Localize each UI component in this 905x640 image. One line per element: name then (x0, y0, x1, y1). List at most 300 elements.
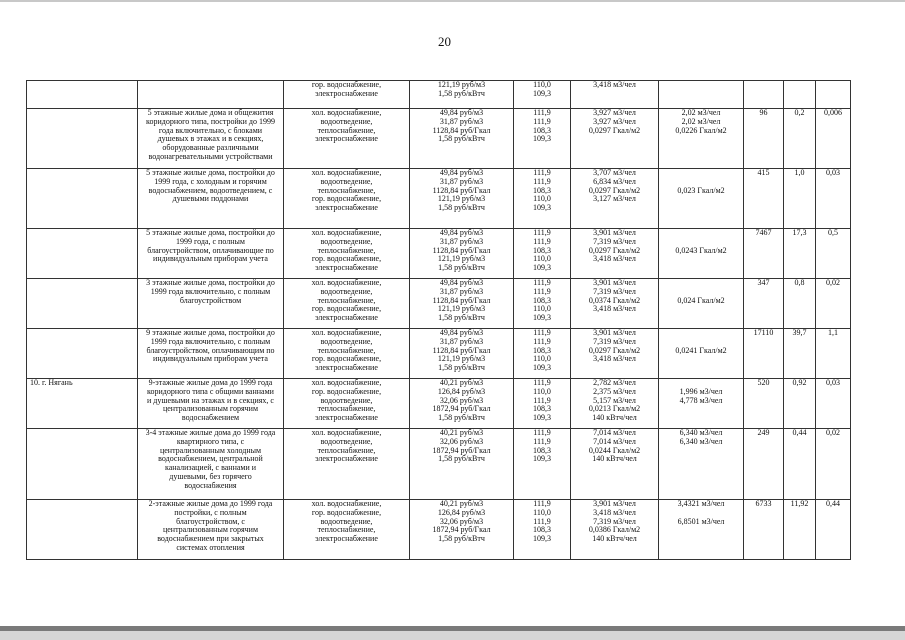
services-line: теплоснабжение, (317, 345, 376, 355)
building-type-line: 1999 года включительно, с полным (150, 336, 271, 346)
indices-cell (514, 500, 571, 560)
norms-cell (571, 229, 659, 279)
norms-alt-line: 0,0226 Гкал/м2 (675, 125, 727, 135)
norms-alt-line: 6,340 м3/чел (679, 428, 723, 437)
value-text: 0,03 (826, 378, 840, 387)
table-row (27, 500, 851, 560)
value-cell (816, 329, 851, 379)
tariffs-line: 126,84 руб/м3 (437, 386, 486, 396)
services-cell (284, 379, 410, 429)
table-row (27, 229, 851, 279)
indices-line: 111,9 (533, 286, 551, 296)
tariffs-line: 1,58 руб/кВтч (438, 203, 485, 213)
services-line: гор. водоснабжение, (311, 386, 382, 396)
building-type-line: душевыми поддонами (172, 194, 249, 204)
building-type-cell (138, 229, 284, 279)
building-type-cell (138, 109, 284, 169)
share-cell (784, 500, 816, 560)
indices-line: 111,9 (533, 499, 551, 508)
building-type-cell (138, 429, 284, 500)
tariffs-line: 32,06 руб/м3 (439, 395, 484, 405)
value-cell (816, 500, 851, 560)
services-line: хол. водоснабжение, (311, 499, 382, 508)
norms-alt-cell (659, 500, 744, 560)
services-cell (284, 429, 410, 500)
tariffs-line: 1872,94 руб/Гкал (432, 404, 491, 414)
norms-cell (571, 109, 659, 169)
building-type-line: водоснабжением, водоотведением, с (148, 185, 273, 195)
norms-line: 0,0213 Гкал/м2 (588, 404, 641, 414)
services-line: хол. водоснабжение, (311, 378, 382, 387)
share-text: 11,92 (790, 499, 809, 508)
services-line: теплоснабжение, (317, 245, 376, 255)
indices-line: 111,9 (533, 108, 551, 117)
share-text: 1,0 (794, 168, 805, 177)
services-line: водоотведение, (320, 436, 373, 446)
norms-cell (571, 500, 659, 560)
norms-line: 140 кВтч/чел (592, 454, 637, 464)
building-type-line: 5 этажные жилые дома и общежития (147, 108, 274, 117)
norms-alt-line: 0,024 Гкал/м2 (677, 295, 725, 305)
norms-line: 7,319 м3/чел (593, 336, 636, 346)
building-type-line: 9-этажные жилые дома до 1999 года (148, 378, 273, 387)
tariffs-cell (410, 169, 514, 229)
building-type-line: централизованным горячим (162, 525, 259, 535)
share-text: 0,2 (794, 108, 805, 117)
norms-cell (571, 379, 659, 429)
share-cell (784, 229, 816, 279)
building-type-line: водоснабжением, центральной (158, 454, 263, 464)
building-type-cell (138, 329, 284, 379)
building-type-line: водонагревательными устройствами (148, 151, 273, 161)
services-line: теплоснабжение, (317, 445, 376, 455)
value-text: 0,5 (828, 228, 838, 237)
services-line: водоотведение, (320, 176, 373, 186)
tariffs-line: 1128,84 руб/Гкал (432, 185, 491, 195)
area-text: 520 (757, 378, 770, 387)
tariffs-line: 1,58 руб/кВтч (438, 534, 485, 544)
building-type-line: квартирного типа, с (176, 436, 245, 446)
indices-line: 108,3 (533, 245, 551, 255)
services-line: электроснабжение (315, 363, 378, 373)
services-line: гор. водоснабжение, (311, 507, 382, 517)
indices-line: 111,9 (533, 428, 551, 437)
indices-line: 111,9 (533, 436, 551, 446)
building-type-line: централизованным горячим (162, 404, 259, 414)
norms-line: 6,834 м3/чел (593, 176, 636, 186)
tariffs-line: 40,21 руб/м3 (439, 499, 484, 508)
services-cell (284, 229, 410, 279)
tariffs-line: 121,19 руб/м3 (437, 254, 486, 264)
tariffs-line: 49,84 руб/м3 (439, 328, 484, 337)
norms-alt-line: 3,4321 м3/чел (677, 499, 725, 508)
services-line: электроснабжение (315, 454, 378, 464)
indices-line: 110,0 (533, 80, 551, 89)
services-line: электроснабжение (315, 88, 378, 98)
area-text: 7467 (755, 228, 772, 237)
value-text: 0,006 (824, 108, 842, 117)
city-cell (27, 81, 138, 109)
city-cell (27, 329, 138, 379)
value-cell (816, 169, 851, 229)
value-cell (816, 379, 851, 429)
indices-line: 109,3 (533, 263, 551, 273)
norms-line: 3,418 м3/чел (593, 354, 636, 364)
tariffs-cell (410, 429, 514, 500)
services-line: водоотведение, (320, 336, 373, 346)
building-type-line: 2-этажные жилые дома до 1999 года (148, 499, 273, 508)
building-type-line: оборудованные различными (162, 143, 259, 153)
norms-line: 3,418 м3/чел (593, 507, 636, 517)
value-text: 0,03 (826, 168, 840, 177)
norms-cell (571, 429, 659, 500)
indices-line: 111,9 (533, 336, 551, 346)
norms-line: 3,418 м3/чел (593, 254, 636, 264)
services-line: электроснабжение (315, 313, 378, 323)
norms-alt-line: 1,996 м3/чел (679, 386, 723, 396)
indices-line: 110,0 (533, 386, 551, 396)
norms-alt-line: 4,778 м3/чел (679, 395, 723, 405)
norms-line: 0,0297 Гкал/м2 (588, 185, 641, 195)
value-cell (816, 109, 851, 169)
area-cell (744, 169, 784, 229)
tariffs-line: 31,87 руб/м3 (439, 116, 484, 126)
share-text: 0,44 (792, 428, 807, 437)
building-type-line: водоснабжения (184, 480, 237, 490)
area-cell (744, 81, 784, 109)
norms-alt-line: 2,02 м3/чел (681, 116, 721, 126)
table-row (27, 169, 851, 229)
building-type-line: года включительно, с блоками (158, 125, 263, 135)
services-line: теплоснабжение, (317, 525, 376, 535)
area-cell (744, 109, 784, 169)
building-type-line: 5 этажные жилые дома, постройки до (146, 228, 275, 237)
indices-line: 111,9 (533, 395, 551, 405)
indices-line: 108,3 (533, 404, 551, 414)
tariffs-line: 126,84 руб/м3 (437, 507, 486, 517)
table-row (27, 109, 851, 169)
building-type-cell (138, 379, 284, 429)
norms-line: 140 кВтч/чел (592, 413, 637, 423)
tariffs-line: 40,21 руб/м3 (439, 428, 484, 437)
norms-cell (571, 279, 659, 329)
services-line: электроснабжение (315, 534, 378, 544)
table-row (27, 279, 851, 329)
city-text: 10. г. Нягань (30, 378, 73, 387)
services-line: водоотведение, (320, 286, 373, 296)
building-type-line: душевых в этажах и в секциях, (157, 134, 264, 144)
indices-line: 108,3 (533, 185, 551, 195)
services-line: гор. водоснабжение, (311, 80, 382, 89)
tariffs-line: 121,19 руб/м3 (437, 304, 486, 314)
building-type-line: благоустройством (179, 295, 242, 305)
area-cell (744, 429, 784, 500)
norms-cell (571, 169, 659, 229)
norms-line: 0,0244 Гкал/м2 (588, 445, 641, 455)
services-line: водоотведение, (320, 236, 373, 246)
building-type-line: коридорного типа, постройки до 1999 (146, 116, 275, 126)
table-row (27, 429, 851, 500)
share-cell (784, 109, 816, 169)
tariffs-line: 31,87 руб/м3 (439, 236, 484, 246)
tariffs-cell (410, 379, 514, 429)
services-cell (284, 81, 410, 109)
city-cell (27, 229, 138, 279)
services-line: хол. водоснабжение, (311, 278, 382, 287)
services-line: гор. водоснабжение, (311, 304, 382, 314)
services-line: электроснабжение (315, 263, 378, 273)
tariffs-line: 1128,84 руб/Гкал (432, 295, 491, 305)
tariffs-line: 49,84 руб/м3 (439, 108, 484, 117)
indices-line: 109,3 (533, 88, 551, 98)
indices-cell (514, 329, 571, 379)
share-cell (784, 81, 816, 109)
services-line: теплоснабжение, (317, 125, 376, 135)
tariffs-line: 121,19 руб/м3 (437, 80, 486, 89)
norms-line: 3,127 м3/чел (593, 194, 636, 204)
services-line: гор. водоснабжение, (311, 254, 382, 264)
scan-edge-top (0, 0, 905, 2)
services-cell (284, 279, 410, 329)
norms-line: 3,901 м3/чел (593, 278, 636, 287)
building-type-line: 9 этажные жилые дома, постройки до (146, 328, 275, 337)
norms-line: 3,901 м3/чел (593, 228, 636, 237)
indices-line: 111,9 (533, 228, 551, 237)
value-text: 1,1 (828, 328, 838, 337)
area-cell (744, 329, 784, 379)
norms-line: 0,0297 Гкал/м2 (588, 245, 641, 255)
building-type-line: 1999 года, с холодным и горячим (154, 176, 267, 186)
norms-alt-line: 0,0241 Гкал/м2 (675, 345, 727, 355)
norms-line: 3,418 м3/чел (593, 304, 636, 314)
services-line: гор. водоснабжение, (311, 354, 382, 364)
table-row (27, 329, 851, 379)
building-type-line: индивидуальным приборам учета (153, 254, 268, 264)
value-cell (816, 429, 851, 500)
tariff-table (26, 80, 851, 560)
tariffs-line: 49,84 руб/м3 (439, 168, 484, 177)
value-text: 0,02 (826, 428, 840, 437)
building-type-line: канализацией, с ваннами и (164, 463, 257, 473)
city-cell (27, 500, 138, 560)
norms-line: 0,0297 Гкал/м2 (588, 345, 641, 355)
building-type-line: благоустройством, оплачивающим по (146, 345, 275, 355)
tariffs-line: 121,19 руб/м3 (437, 194, 486, 204)
indices-cell (514, 109, 571, 169)
norms-line: 7,014 м3/чел (593, 436, 636, 446)
norms-line: 0,0297 Гкал/м2 (588, 125, 641, 135)
norms-alt-line: 2,02 м3/чел (681, 108, 721, 117)
share-cell (784, 379, 816, 429)
tariffs-line: 31,87 руб/м3 (439, 286, 484, 296)
building-type-line: 1999 года, с полным (176, 236, 245, 246)
page-number: 20 (438, 34, 451, 49)
indices-line: 109,3 (533, 134, 551, 144)
tariffs-cell (410, 81, 514, 109)
value-text: 0,44 (826, 499, 840, 508)
tariffs-line: 49,84 руб/м3 (439, 278, 484, 287)
services-line: электроснабжение (315, 413, 378, 423)
services-line: электроснабжение (315, 134, 378, 144)
scan-edge-bottom-shadow (0, 631, 905, 640)
building-type-line: 3 этажные жилые дома, постройки до (146, 278, 275, 287)
indices-cell (514, 279, 571, 329)
building-type-line: 5 этажные жилые дома, постройки до (146, 168, 275, 177)
tariffs-line: 31,87 руб/м3 (439, 176, 484, 186)
building-type-cell (138, 279, 284, 329)
indices-line: 108,3 (533, 295, 551, 305)
norms-line: 3,901 м3/чел (593, 328, 636, 337)
tariffs-cell (410, 500, 514, 560)
indices-line: 111,9 (533, 236, 551, 246)
building-type-cell (138, 169, 284, 229)
norms-line: 3,707 м3/чел (593, 168, 636, 177)
indices-line: 109,3 (533, 363, 551, 373)
value-text: 0,02 (826, 278, 840, 287)
building-type-line: душевыми, без горячего (169, 471, 252, 481)
indices-line: 111,9 (533, 116, 551, 126)
value-cell (816, 81, 851, 109)
tariffs-line: 1128,84 руб/Гкал (432, 245, 491, 255)
services-line: хол. водоснабжение, (311, 328, 382, 337)
area-cell (744, 279, 784, 329)
building-type-line: 1999 года включительно, с полным (150, 286, 271, 296)
indices-line: 110,0 (533, 507, 551, 517)
services-line: хол. водоснабжение, (311, 108, 382, 117)
norms-line: 2,782 м3/чел (593, 378, 636, 387)
norms-line: 7,014 м3/чел (593, 428, 636, 437)
norms-alt-line: 6,340 м3/чел (679, 436, 723, 446)
indices-cell (514, 379, 571, 429)
norms-line: 3,927 м3/чел (593, 116, 636, 126)
tariffs-cell (410, 109, 514, 169)
norms-line: 3,901 м3/чел (593, 499, 636, 508)
indices-cell (514, 429, 571, 500)
services-line: теплоснабжение, (317, 295, 376, 305)
city-cell (27, 279, 138, 329)
share-text: 0,92 (792, 378, 807, 387)
services-cell (284, 500, 410, 560)
tariffs-line: 32,06 руб/м3 (439, 436, 484, 446)
tariffs-line: 1128,84 руб/Гкал (432, 125, 491, 135)
norms-line: 3,927 м3/чел (593, 108, 636, 117)
city-cell (27, 379, 138, 429)
tariffs-line: 1,58 руб/кВтч (438, 134, 485, 144)
building-type-line: водоснабжением при закрытых (157, 534, 264, 544)
norms-line: 3,418 м3/чел (593, 80, 636, 89)
tariffs-cell (410, 279, 514, 329)
building-type-line: коридорного типа с общими ваннами (147, 386, 274, 396)
building-type-line: 3-4 этажные жилые дома до 1999 года (145, 428, 276, 437)
services-line: хол. водоснабжение, (311, 228, 382, 237)
building-type-line: и душевыми на этажах и в секциях, с (147, 395, 274, 405)
tariffs-line: 1,58 руб/кВтч (438, 263, 485, 273)
area-text: 6733 (755, 499, 772, 508)
area-text: 17110 (753, 328, 774, 337)
building-type-cell (138, 500, 284, 560)
value-cell (816, 279, 851, 329)
norms-alt-cell (659, 379, 744, 429)
tariffs-line: 121,19 руб/м3 (437, 354, 486, 364)
services-line: водоотведение, (320, 395, 373, 405)
norms-cell (571, 329, 659, 379)
area-cell (744, 379, 784, 429)
services-cell (284, 329, 410, 379)
city-cell (27, 169, 138, 229)
norms-line: 0,0374 Гкал/м2 (588, 295, 641, 305)
building-type-line: индивидуальным приборам учета (153, 354, 268, 364)
services-line: электроснабжение (315, 203, 378, 213)
services-line: гор. водоснабжение, (311, 194, 382, 204)
indices-line: 108,3 (533, 125, 551, 135)
table-row (27, 81, 851, 109)
norms-line: 5,157 м3/чел (593, 395, 636, 405)
indices-line: 110,0 (533, 194, 551, 204)
building-type-line: водоснабжением (181, 413, 240, 423)
indices-line: 109,3 (533, 534, 551, 544)
norms-alt-cell (659, 429, 744, 500)
area-text: 249 (757, 428, 770, 437)
building-type-line: благоустройством, оплачивающие по (147, 245, 274, 255)
value-cell (816, 229, 851, 279)
services-line: водоотведение, (320, 516, 373, 526)
building-type-line: благоустройством, с (176, 516, 245, 526)
norms-alt-line: 0,023 Гкал/м2 (677, 185, 725, 195)
norms-alt-cell (659, 229, 744, 279)
table-body (27, 81, 851, 560)
tariffs-line: 1,58 руб/кВтч (438, 363, 485, 373)
indices-line: 109,3 (533, 413, 551, 423)
services-cell (284, 109, 410, 169)
area-text: 415 (757, 168, 770, 177)
tariffs-line: 1,58 руб/кВтч (438, 413, 485, 423)
norms-alt-cell (659, 329, 744, 379)
area-cell (744, 500, 784, 560)
share-cell (784, 279, 816, 329)
services-line: хол. водоснабжение, (311, 168, 382, 177)
norms-alt-cell (659, 81, 744, 109)
indices-line: 111,9 (533, 328, 551, 337)
services-line: теплоснабжение, (317, 404, 376, 414)
indices-line: 108,3 (533, 525, 551, 535)
indices-cell (514, 229, 571, 279)
indices-line: 108,3 (533, 345, 551, 355)
area-text: 347 (757, 278, 770, 287)
tariffs-line: 40,21 руб/м3 (439, 378, 484, 387)
norms-line: 0,0386 Гкал/м2 (588, 525, 641, 535)
norms-line: 7,319 м3/чел (593, 516, 636, 526)
city-cell (27, 429, 138, 500)
share-cell (784, 169, 816, 229)
tariffs-line: 1872,94 руб/Гкал (432, 445, 491, 455)
share-text: 39,7 (792, 328, 807, 337)
indices-line: 110,0 (533, 304, 551, 314)
norms-alt-line: 0,0243 Гкал/м2 (675, 245, 727, 255)
city-cell (27, 109, 138, 169)
indices-line: 109,3 (533, 203, 551, 213)
area-text: 96 (759, 108, 768, 117)
area-cell (744, 229, 784, 279)
tariffs-line: 1,58 руб/кВтч (438, 88, 485, 98)
indices-line: 111,9 (533, 168, 551, 177)
tariffs-line: 49,84 руб/м3 (439, 228, 484, 237)
norms-alt-cell (659, 279, 744, 329)
tariffs-line: 1,58 руб/кВтч (438, 454, 485, 464)
norms-line: 7,319 м3/чел (593, 286, 636, 296)
tariffs-cell (410, 329, 514, 379)
tariffs-line: 31,87 руб/м3 (439, 336, 484, 346)
indices-line: 111,9 (533, 516, 551, 526)
